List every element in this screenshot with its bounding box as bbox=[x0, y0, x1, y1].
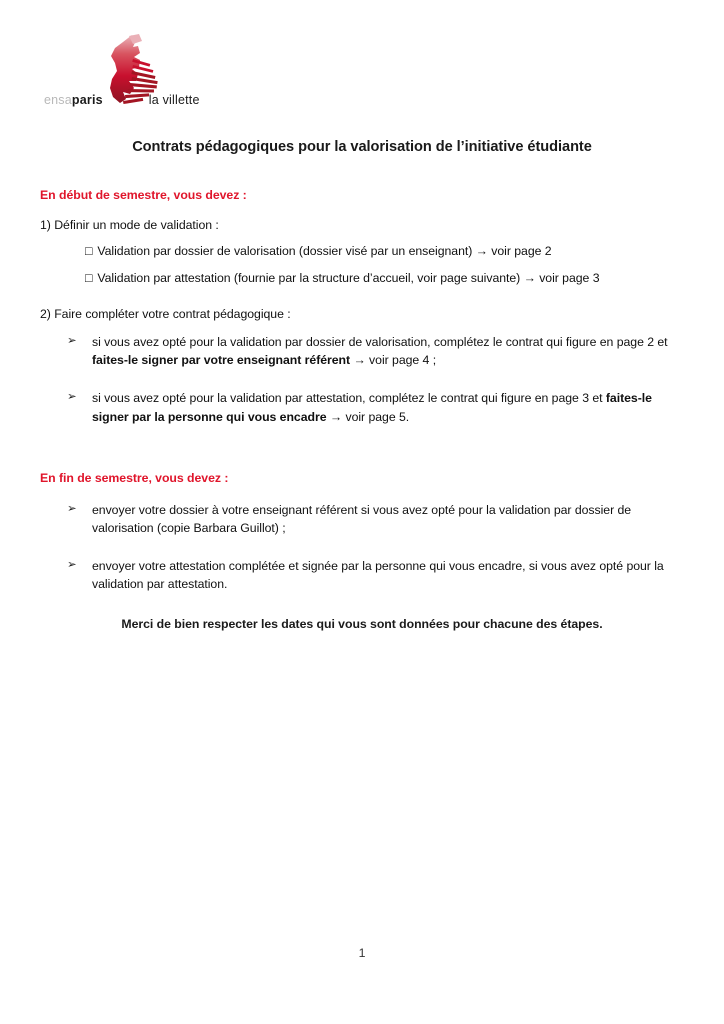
arrow-bullet-list-section1 bbox=[40, 333, 685, 426]
logo-text-paris: paris bbox=[71, 93, 103, 107]
arrow-bullet-icon: ➢ bbox=[67, 559, 77, 572]
list-item-text-part: → voir page 4 ; bbox=[353, 353, 437, 368]
closing-note: Merci de bien respecter les dates qui vous sont données pour chacune des étapes. bbox=[121, 617, 603, 631]
checkbox-option-attestation-label: Validation par attestation (fournie par la structure d’accueil, voir page suivante) → voir page 3 bbox=[97, 271, 600, 285]
list-item-send-dossier bbox=[40, 501, 685, 537]
page-title: Contrats pédagogiques pour la valorisation de l’initiative étudiante bbox=[132, 139, 592, 155]
section-heading-debut-semestre: En début de semestre, vous devez : bbox=[40, 188, 247, 202]
list-item-text-part-bold: faites-le signer par votre enseignant référent bbox=[92, 353, 354, 368]
checkbox-option-attestation[interactable] bbox=[40, 271, 685, 285]
list-item-text-part: envoyer votre dossier à votre enseignant référent si vous avez opté pour la validation par dossier de valorisation (copie Barbara Guillot) ; bbox=[92, 502, 632, 535]
arrow-bullet-icon: ➢ bbox=[67, 391, 77, 404]
list-item-text-part: → voir page 5. bbox=[329, 409, 410, 424]
section-heading-fin-semestre: En fin de semestre, vous devez : bbox=[40, 470, 229, 485]
arrow-bullet-list-section2 bbox=[40, 501, 685, 594]
list-item-complete-contract: 2) Faire compléter votre contrat pédagogique : bbox=[40, 307, 291, 321]
checkbox-option-dossier[interactable] bbox=[40, 244, 685, 258]
checkbox-icon[interactable]: □ bbox=[85, 271, 93, 285]
document-body bbox=[40, 188, 685, 606]
list-item-text-part: si vous avez opté pour la validation par attestation, complétez le contrat qui figure en page 3 et bbox=[92, 391, 606, 406]
logo-text-ensa: ensa bbox=[44, 93, 72, 107]
page-number: 1 bbox=[358, 946, 366, 960]
list-item-validation-attestation bbox=[40, 389, 685, 425]
list-item-validation-dossier bbox=[40, 333, 685, 369]
arrow-bullet-icon: ➢ bbox=[67, 502, 77, 515]
list-item-send-attestation bbox=[40, 557, 685, 593]
section-fin-semestre bbox=[40, 471, 685, 594]
institution-logo bbox=[44, 33, 244, 113]
arrow-bullet-icon: ➢ bbox=[67, 335, 77, 347]
logo-wordmark bbox=[44, 93, 200, 107]
logo-text-la-villette: la villette bbox=[148, 93, 200, 107]
checkbox-icon[interactable]: □ bbox=[85, 244, 93, 258]
list-item-define-validation-mode: 1) Définir un mode de validation : bbox=[40, 218, 219, 232]
list-item-text-part-bold: faites-le signer par la personne qui vous encadre bbox=[92, 391, 652, 424]
list-item-text-part: envoyer votre attestation complétée et signée par la personne qui vous encadre, si vous avez opté pour la validation par attestation. bbox=[92, 559, 664, 592]
list-item-text-part: si vous avez opté pour la validation par dossier de valorisation, complétez le contrat qui figure en page 2 et bbox=[92, 335, 668, 349]
section-debut-semestre bbox=[40, 188, 685, 426]
checkbox-option-dossier-label: Validation par dossier de valorisation (dossier visé par un enseignant) → voir page 2 bbox=[97, 244, 552, 258]
